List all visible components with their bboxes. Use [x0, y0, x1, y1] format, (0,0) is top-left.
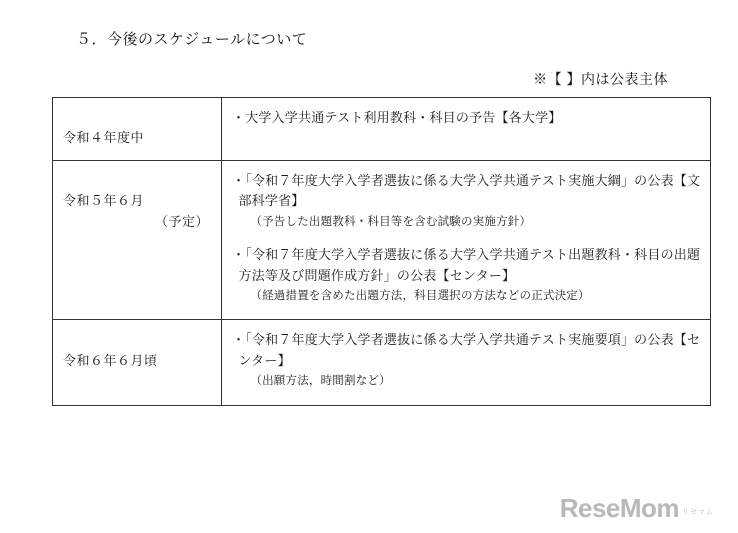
- watermark: [560, 495, 714, 521]
- detail-item: [232, 330, 702, 390]
- table-row: [53, 320, 711, 405]
- row-period: [53, 161, 222, 320]
- page-title: ５．今後のスケジュールについて: [76, 31, 308, 48]
- row-period-text: 令和６年６月頃: [63, 352, 158, 368]
- row-period-subtext: （予定）: [154, 213, 209, 229]
- note-row: [52, 69, 668, 89]
- detail-item: [232, 171, 702, 231]
- publisher-note: ※【 】内は公表主体: [533, 71, 668, 87]
- watermark-sub: リセマム: [682, 509, 714, 516]
- detail-item-text: ・「令和７年度大学入学者選抜に係る大学入学共通テスト出題教科・科目の出題方法等及び問題作成方針」の公表【センター】: [232, 247, 701, 283]
- row-detail: [222, 320, 711, 405]
- detail-item-text: ・「令和７年度大学入学者選抜に係る大学入学共通テスト実施大綱」の公表【文部科学省】: [232, 173, 701, 209]
- row-period: [53, 320, 222, 405]
- schedule-table: [52, 97, 711, 406]
- table-row: [53, 98, 711, 161]
- detail-item: [232, 108, 702, 128]
- detail-item: [232, 245, 702, 305]
- row-period-text: 令和４年度中: [63, 130, 145, 146]
- detail-item-note: （予告した出題教科・科目等を含む試験の実施方針）: [250, 215, 532, 228]
- detail-item-note: （出願方法，時間割など）: [250, 374, 391, 387]
- detail-item-text: ・大学入学共通テスト利用教科・科目の予告【各大学】: [232, 110, 562, 125]
- table-row: [53, 161, 711, 320]
- watermark-main: ReseMom: [559, 493, 680, 523]
- row-period: [53, 98, 222, 161]
- detail-item-text: ・「令和７年度大学入学者選抜に係る大学入学共通テスト実施要項」の公表【センター】: [232, 332, 701, 368]
- row-detail: [222, 161, 711, 320]
- detail-item-note: （経過措置を含めた出題方法，科目選択の方法などの正式決定）: [250, 289, 590, 302]
- row-period-text: 令和５年６月: [63, 193, 145, 209]
- row-detail: [222, 98, 711, 161]
